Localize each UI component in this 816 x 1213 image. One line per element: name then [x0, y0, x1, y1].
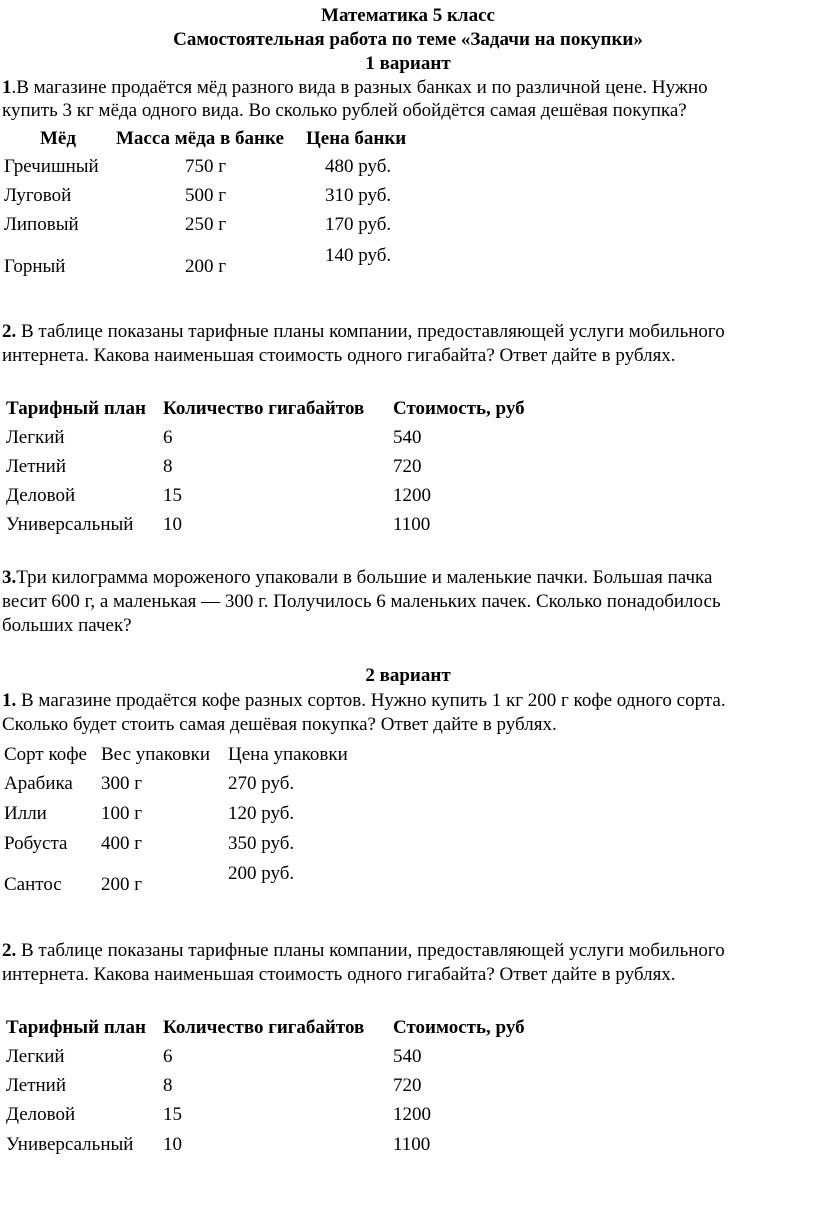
table-cell: 6 [163, 427, 173, 448]
v2-coffee-header-price: Цена упаковки [228, 744, 348, 765]
v1-task3-number: 3. [2, 567, 17, 588]
table-cell: Горный [4, 256, 66, 277]
table-cell: 500 г [185, 185, 227, 206]
table-cell: 400 г [101, 833, 143, 854]
table-cell: 480 руб. [325, 156, 392, 177]
variant-2-title: 2 вариант [365, 665, 451, 686]
table-cell: Сантос [4, 874, 62, 895]
table-cell: 1200 [393, 485, 431, 506]
table-cell: Луговой [4, 185, 72, 206]
table-cell: Универсальный [6, 1134, 134, 1155]
table-cell: 170 руб. [325, 214, 392, 235]
table-cell: 8 [163, 456, 173, 477]
table-cell: 200 руб. [228, 863, 295, 884]
v1-tariff-header-gb: Количество гигабайтов [163, 398, 365, 419]
v2-task1-line2: Сколько будет стоить самая дешёвая покупка? Ответ дайте в рублях. [2, 714, 557, 735]
v1-task3-line3: больших пачек? [2, 615, 132, 636]
table-cell: 1100 [393, 514, 431, 535]
v2-task1-number: 1. [2, 690, 17, 711]
v1-honey-header-mass: Масса мёда в банке [116, 128, 284, 149]
variant-1-title: 1 вариант [365, 53, 451, 74]
table-cell: 720 [393, 456, 422, 477]
table-cell: 540 [393, 427, 422, 448]
v2-task1-line1: 1. В магазине продаётся кофе разных сортов. Нужно купить 1 кг 200 г кофе одного сорта. [2, 690, 726, 711]
table-cell: 100 г [101, 803, 143, 824]
v1-task1-line1: 1.В магазине продаётся мёд разного вида в разных банках и по различной цене. Нужно [2, 77, 708, 98]
v1-task3-line2: весит 600 г, а маленькая — 300 г. Получилось 6 маленьких пачек. Сколько понадобилось [2, 591, 721, 612]
table-cell: 1100 [393, 1134, 431, 1155]
v1-task2-line1: 2. В таблице показаны тарифные планы компании, предоставляющей услуги мобильного [2, 321, 725, 342]
table-cell: 10 [163, 1134, 182, 1155]
table-cell: 15 [163, 1104, 182, 1125]
table-cell: Легкий [6, 1046, 65, 1067]
v2-coffee-header-type: Сорт кофе [4, 744, 87, 765]
table-cell: Илли [4, 803, 47, 824]
table-cell: 8 [163, 1075, 173, 1096]
v1-tariff-header-plan: Тарифный план [6, 398, 146, 419]
table-cell: 250 г [185, 214, 227, 235]
table-cell: 300 г [101, 773, 143, 794]
table-cell: 10 [163, 514, 182, 535]
table-cell: 310 руб. [325, 185, 392, 206]
document-subject: Математика 5 класс [321, 5, 495, 26]
v2-tariff-header-cost: Стоимость, руб [393, 1017, 525, 1038]
v2-coffee-header-weight: Вес упаковки [101, 744, 210, 765]
table-cell: Деловой [6, 1104, 76, 1125]
table-cell: 750 г [185, 156, 227, 177]
table-cell: 15 [163, 485, 182, 506]
table-cell: 140 руб. [325, 245, 392, 266]
table-cell: Робуста [4, 833, 68, 854]
table-cell: Арабика [4, 773, 73, 794]
table-cell: 270 руб. [228, 773, 295, 794]
table-cell: 200 г [101, 874, 143, 895]
v1-honey-header-type: Мёд [40, 128, 76, 149]
table-cell: 200 г [185, 256, 227, 277]
v1-task2-line2: интернета. Какова наименьшая стоимость одного гигабайта? Ответ дайте в рублях. [2, 345, 676, 366]
document-topic: Самостоятельная работа по теме «Задачи на покупки» [173, 29, 643, 50]
v2-tariff-header-plan: Тарифный план [6, 1017, 146, 1038]
table-cell: Гречишный [4, 156, 99, 177]
v1-task3-line1: 3.Три килограмма мороженого упаковали в большие и маленькие пачки. Большая пачка [2, 567, 713, 588]
v2-tariff-header-gb: Количество гигабайтов [163, 1017, 365, 1038]
table-cell: Летний [6, 456, 66, 477]
table-cell: 720 [393, 1075, 422, 1096]
table-cell: Легкий [6, 427, 65, 448]
table-cell: 6 [163, 1046, 173, 1067]
v2-task2-line1: 2. В таблице показаны тарифные планы компании, предоставляющей услуги мобильного [2, 940, 725, 961]
v1-honey-header-price: Цена банки [306, 128, 407, 149]
table-cell: 540 [393, 1046, 422, 1067]
v2-task2-line2: интернета. Какова наименьшая стоимость одного гигабайта? Ответ дайте в рублях. [2, 964, 676, 985]
table-cell: Липовый [4, 214, 79, 235]
table-cell: Летний [6, 1075, 66, 1096]
v1-task1-line2: купить 3 кг мёда одного вида. Во сколько рублей обойдётся самая дешёвая покупка? [2, 100, 687, 121]
v1-task1-number: 1 [2, 77, 12, 98]
v2-task2-number: 2. [2, 940, 17, 961]
v1-tariff-header-cost: Стоимость, руб [393, 398, 525, 419]
table-cell: Деловой [6, 485, 76, 506]
table-cell: 120 руб. [228, 803, 295, 824]
v1-task2-number: 2. [2, 321, 17, 342]
table-cell: Универсальный [6, 514, 134, 535]
table-cell: 350 руб. [228, 833, 295, 854]
table-cell: 1200 [393, 1104, 431, 1125]
